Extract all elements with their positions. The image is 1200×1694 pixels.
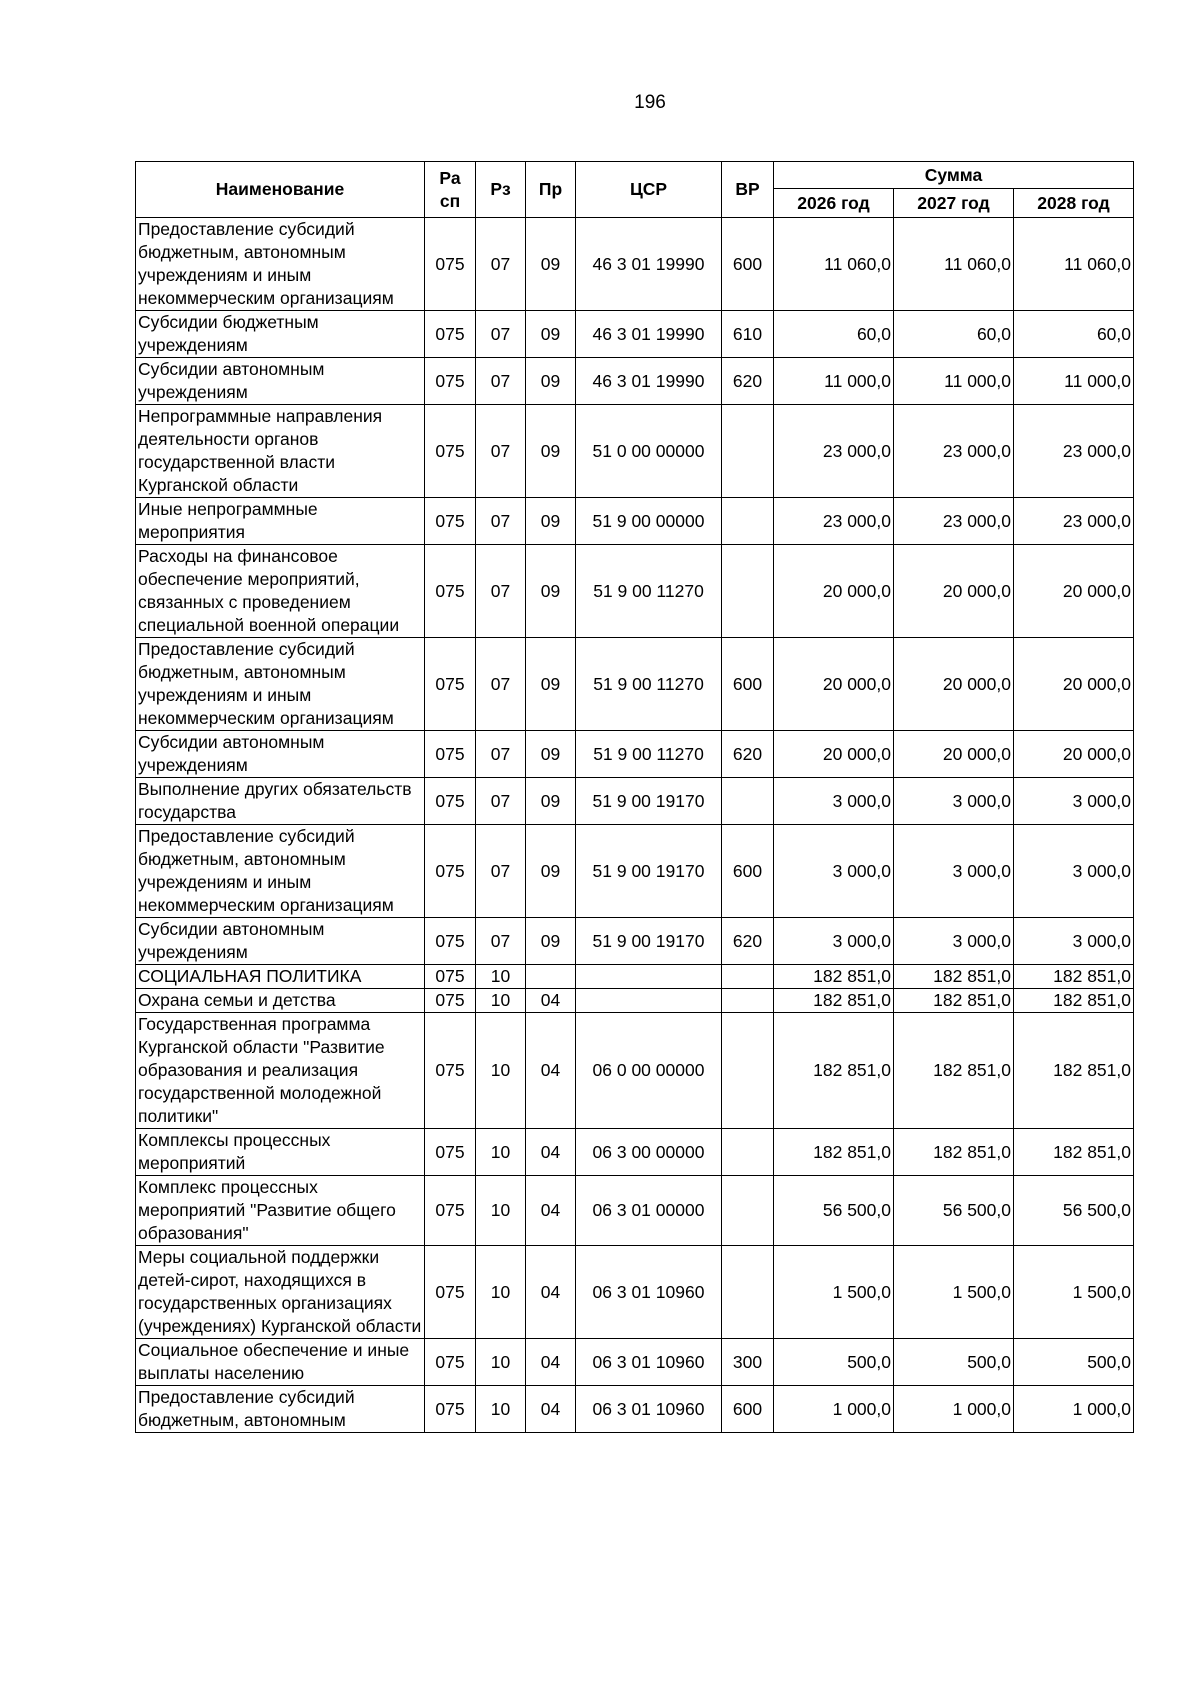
table-row [136, 358, 1134, 405]
row-sum-2027: 3 000,0 [894, 825, 1014, 918]
row-pr: 04 [526, 989, 576, 1013]
row-sum-2027: 182 851,0 [894, 1013, 1014, 1129]
row-sum-2028: 182 851,0 [1014, 1013, 1134, 1129]
row-csr: 06 3 01 00000 [576, 1176, 722, 1246]
row-vr: 620 [722, 358, 774, 405]
row-sum-2027: 56 500,0 [894, 1176, 1014, 1246]
row-pr: 09 [526, 498, 576, 545]
row-sum-2028: 20 000,0 [1014, 638, 1134, 731]
row-sum-2028: 23 000,0 [1014, 405, 1134, 498]
row-csr: 46 3 01 19990 [576, 358, 722, 405]
row-sum-2027: 1 000,0 [894, 1386, 1014, 1433]
row-pr [526, 965, 576, 989]
table-row [136, 405, 1134, 498]
row-vr [722, 965, 774, 989]
row-pr: 04 [526, 1246, 576, 1339]
row-csr: 06 0 00 00000 [576, 1013, 722, 1129]
row-rz: 07 [476, 498, 526, 545]
header-rasp-line1: Ра [439, 167, 461, 188]
row-name: Иные непрограммные мероприятия [136, 498, 425, 545]
row-csr [576, 989, 722, 1013]
row-sum-2026: 3 000,0 [774, 778, 894, 825]
row-pr: 09 [526, 731, 576, 778]
row-csr: 06 3 01 10960 [576, 1246, 722, 1339]
row-name: Субсидии автономным учреждениям [136, 731, 425, 778]
header-vr: ВР [722, 162, 774, 218]
row-rasp: 075 [425, 311, 476, 358]
row-name: СОЦИАЛЬНАЯ ПОЛИТИКА [136, 965, 425, 989]
table-row [136, 498, 1134, 545]
row-rz: 07 [476, 545, 526, 638]
row-rasp: 075 [425, 498, 476, 545]
table-row [136, 778, 1134, 825]
table-row [136, 218, 1134, 311]
row-name: Предоставление субсидий бюджетным, автономным учреждениям и иным некоммерческим организациям [136, 638, 425, 731]
row-rasp: 075 [425, 1246, 476, 1339]
row-pr: 09 [526, 638, 576, 731]
table-row [136, 965, 1134, 989]
row-rz: 10 [476, 1013, 526, 1129]
row-vr [722, 1129, 774, 1176]
row-rasp: 075 [425, 405, 476, 498]
row-pr: 09 [526, 918, 576, 965]
row-sum-2026: 11 000,0 [774, 358, 894, 405]
row-name: Выполнение других обязательств государства [136, 778, 425, 825]
row-csr: 51 9 00 11270 [576, 731, 722, 778]
row-name: Субсидии автономным учреждениям [136, 358, 425, 405]
row-rz: 10 [476, 965, 526, 989]
row-vr: 600 [722, 638, 774, 731]
row-sum-2028: 182 851,0 [1014, 989, 1134, 1013]
budget-table [135, 161, 1134, 1433]
row-vr: 600 [722, 825, 774, 918]
table-row [136, 1013, 1134, 1129]
row-sum-2027: 20 000,0 [894, 545, 1014, 638]
row-csr: 46 3 01 19990 [576, 311, 722, 358]
row-vr [722, 989, 774, 1013]
row-csr: 51 9 00 19170 [576, 918, 722, 965]
table-row [136, 825, 1134, 918]
row-rz: 10 [476, 1246, 526, 1339]
row-vr [722, 545, 774, 638]
row-rz: 10 [476, 1176, 526, 1246]
row-vr: 610 [722, 311, 774, 358]
row-sum-2026: 182 851,0 [774, 1013, 894, 1129]
row-sum-2028: 3 000,0 [1014, 918, 1134, 965]
header-rasp-line2: сп [439, 190, 461, 211]
row-rz: 07 [476, 825, 526, 918]
row-rasp: 075 [425, 1176, 476, 1246]
row-sum-2026: 3 000,0 [774, 918, 894, 965]
header-rasp [425, 162, 476, 218]
row-rasp: 075 [425, 638, 476, 731]
table-row [136, 1246, 1134, 1339]
header-pr: Пр [526, 162, 576, 218]
table-row [136, 989, 1134, 1013]
row-vr: 300 [722, 1339, 774, 1386]
row-csr: 51 9 00 00000 [576, 498, 722, 545]
row-rz: 10 [476, 989, 526, 1013]
page-number: 196 [634, 92, 666, 113]
row-csr: 51 9 00 19170 [576, 778, 722, 825]
row-sum-2027: 1 500,0 [894, 1246, 1014, 1339]
row-sum-2027: 500,0 [894, 1339, 1014, 1386]
row-pr: 04 [526, 1176, 576, 1246]
row-sum-2026: 1 500,0 [774, 1246, 894, 1339]
row-pr: 04 [526, 1013, 576, 1129]
row-rasp: 075 [425, 358, 476, 405]
row-rasp: 075 [425, 778, 476, 825]
row-sum-2026: 60,0 [774, 311, 894, 358]
row-sum-2027: 20 000,0 [894, 731, 1014, 778]
row-sum-2026: 23 000,0 [774, 498, 894, 545]
row-rasp: 075 [425, 1386, 476, 1433]
row-rz: 07 [476, 918, 526, 965]
table-row [136, 1129, 1134, 1176]
row-rasp: 075 [425, 545, 476, 638]
row-sum-2026: 20 000,0 [774, 731, 894, 778]
row-sum-2027: 3 000,0 [894, 778, 1014, 825]
row-sum-2028: 182 851,0 [1014, 965, 1134, 989]
table-row [136, 731, 1134, 778]
row-sum-2027: 11 000,0 [894, 358, 1014, 405]
row-rz: 07 [476, 358, 526, 405]
row-sum-2028: 20 000,0 [1014, 731, 1134, 778]
row-vr: 620 [722, 731, 774, 778]
row-name: Предоставление субсидий бюджетным, автономным учреждениям и иным некоммерческим организациям [136, 218, 425, 311]
row-rz: 07 [476, 731, 526, 778]
row-sum-2027: 23 000,0 [894, 498, 1014, 545]
row-sum-2028: 1 500,0 [1014, 1246, 1134, 1339]
row-vr [722, 1246, 774, 1339]
row-rasp: 075 [425, 731, 476, 778]
row-name: Государственная программа Курганской области "Развитие образования и реализация государственной молодежной политики" [136, 1013, 425, 1129]
row-pr: 09 [526, 311, 576, 358]
row-csr [576, 965, 722, 989]
row-pr: 09 [526, 778, 576, 825]
table-row [136, 545, 1134, 638]
row-sum-2026: 11 060,0 [774, 218, 894, 311]
row-pr: 04 [526, 1129, 576, 1176]
row-csr: 06 3 00 00000 [576, 1129, 722, 1176]
row-name: Меры социальной поддержки детей-сирот, находящихся в государственных организациях (учреждениях) Курганской области [136, 1246, 425, 1339]
row-sum-2026: 1 000,0 [774, 1386, 894, 1433]
row-sum-2028: 60,0 [1014, 311, 1134, 358]
row-name: Охрана семьи и детства [136, 989, 425, 1013]
row-name: Субсидии бюджетным учреждениям [136, 311, 425, 358]
table-body [136, 218, 1134, 1433]
row-rz: 07 [476, 638, 526, 731]
row-sum-2028: 11 000,0 [1014, 358, 1134, 405]
row-csr: 51 0 00 00000 [576, 405, 722, 498]
row-sum-2027: 3 000,0 [894, 918, 1014, 965]
row-csr: 51 9 00 11270 [576, 545, 722, 638]
row-sum-2026: 20 000,0 [774, 638, 894, 731]
row-sum-2027: 182 851,0 [894, 989, 1014, 1013]
row-vr [722, 778, 774, 825]
row-sum-2027: 60,0 [894, 311, 1014, 358]
row-sum-2027: 182 851,0 [894, 1129, 1014, 1176]
row-pr: 09 [526, 545, 576, 638]
header-year-2028: 2028 год [1014, 189, 1134, 218]
row-name: Комплекс процессных мероприятий "Развитие общего образования" [136, 1176, 425, 1246]
row-sum-2028: 11 060,0 [1014, 218, 1134, 311]
header-csr: ЦСР [576, 162, 722, 218]
row-sum-2028: 20 000,0 [1014, 545, 1134, 638]
header-rz: Рз [476, 162, 526, 218]
row-rz: 07 [476, 218, 526, 311]
row-sum-2028: 23 000,0 [1014, 498, 1134, 545]
row-sum-2028: 3 000,0 [1014, 825, 1134, 918]
row-pr: 09 [526, 825, 576, 918]
row-pr: 04 [526, 1339, 576, 1386]
row-pr: 09 [526, 405, 576, 498]
row-name: Субсидии автономным учреждениям [136, 918, 425, 965]
row-rasp: 075 [425, 989, 476, 1013]
table-row [136, 311, 1134, 358]
row-sum-2026: 3 000,0 [774, 825, 894, 918]
row-sum-2027: 11 060,0 [894, 218, 1014, 311]
table-row [136, 1386, 1134, 1433]
row-name: Социальное обеспечение и иные выплаты населению [136, 1339, 425, 1386]
row-rasp: 075 [425, 825, 476, 918]
row-csr: 06 3 01 10960 [576, 1339, 722, 1386]
row-name: Предоставление субсидий бюджетным, автономным [136, 1386, 425, 1433]
header-year-2027: 2027 год [894, 189, 1014, 218]
table-row [136, 1176, 1134, 1246]
row-sum-2027: 20 000,0 [894, 638, 1014, 731]
row-sum-2028: 1 000,0 [1014, 1386, 1134, 1433]
header-name: Наименование [136, 162, 425, 218]
row-sum-2028: 500,0 [1014, 1339, 1134, 1386]
row-rz: 10 [476, 1339, 526, 1386]
row-name: Непрограммные направления деятельности органов государственной власти Курганской области [136, 405, 425, 498]
row-sum-2027: 182 851,0 [894, 965, 1014, 989]
row-csr: 51 9 00 11270 [576, 638, 722, 731]
row-name: Расходы на финансовое обеспечение мероприятий, связанных с проведением специальной военной операции [136, 545, 425, 638]
row-sum-2028: 182 851,0 [1014, 1129, 1134, 1176]
row-sum-2028: 3 000,0 [1014, 778, 1134, 825]
row-csr: 06 3 01 10960 [576, 1386, 722, 1433]
table-row [136, 638, 1134, 731]
row-sum-2026: 182 851,0 [774, 965, 894, 989]
table-row [136, 918, 1134, 965]
row-rz: 10 [476, 1386, 526, 1433]
row-rasp: 075 [425, 1339, 476, 1386]
row-pr: 09 [526, 358, 576, 405]
row-name: Предоставление субсидий бюджетным, автономным учреждениям и иным некоммерческим организациям [136, 825, 425, 918]
row-rz: 07 [476, 311, 526, 358]
row-pr: 09 [526, 218, 576, 311]
row-rz: 07 [476, 778, 526, 825]
header-year-2026: 2026 год [774, 189, 894, 218]
row-pr: 04 [526, 1386, 576, 1433]
row-sum-2028: 56 500,0 [1014, 1176, 1134, 1246]
row-sum-2026: 20 000,0 [774, 545, 894, 638]
row-sum-2026: 23 000,0 [774, 405, 894, 498]
row-rasp: 075 [425, 218, 476, 311]
row-sum-2026: 182 851,0 [774, 989, 894, 1013]
row-vr: 620 [722, 918, 774, 965]
row-vr: 600 [722, 218, 774, 311]
row-rz: 10 [476, 1129, 526, 1176]
row-rz: 07 [476, 405, 526, 498]
row-rasp: 075 [425, 1013, 476, 1129]
row-rasp: 075 [425, 965, 476, 989]
row-vr [722, 405, 774, 498]
row-vr [722, 1013, 774, 1129]
row-vr [722, 1176, 774, 1246]
row-vr: 600 [722, 1386, 774, 1433]
row-csr: 46 3 01 19990 [576, 218, 722, 311]
header-sum: Сумма [774, 162, 1134, 189]
row-sum-2026: 182 851,0 [774, 1129, 894, 1176]
row-name: Комплексы процессных мероприятий [136, 1129, 425, 1176]
row-rasp: 075 [425, 1129, 476, 1176]
table-header [136, 162, 1134, 218]
row-vr [722, 498, 774, 545]
row-sum-2026: 56 500,0 [774, 1176, 894, 1246]
row-sum-2026: 500,0 [774, 1339, 894, 1386]
row-rasp: 075 [425, 918, 476, 965]
table-row [136, 1339, 1134, 1386]
row-sum-2027: 23 000,0 [894, 405, 1014, 498]
row-csr: 51 9 00 19170 [576, 825, 722, 918]
